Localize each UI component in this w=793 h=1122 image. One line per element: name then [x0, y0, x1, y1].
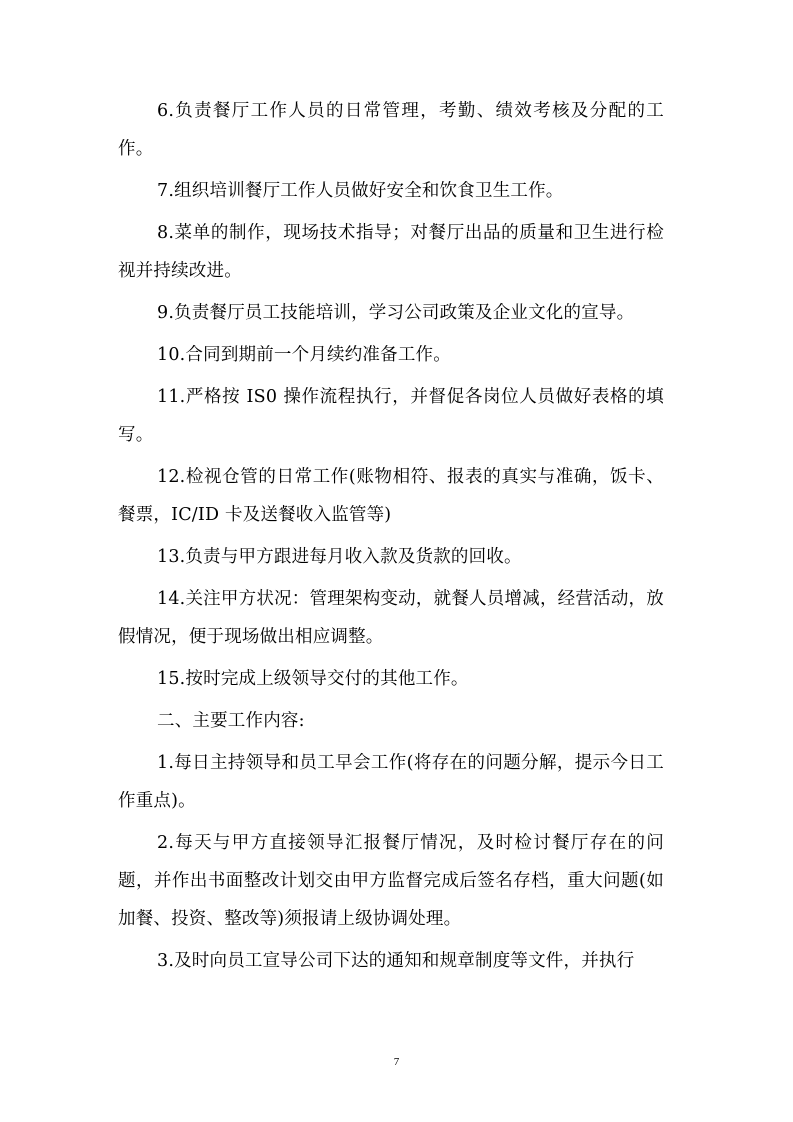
- content-item-3: 3.及时向员工宣导公司下达的通知和规章制度等文件，并执行: [157, 951, 635, 971]
- paragraph-item-15: 15.按时完成上级领导交付的其他工作。: [157, 669, 469, 689]
- paragraph-item-7: 7.组织培训餐厅工作人员做好安全和饮食卫生工作。: [157, 181, 564, 201]
- paragraph-item-9: 9.负责餐厅员工技能培训，学习公司政策及企业文化的宣导。: [157, 303, 635, 323]
- paragraph-item-14: 14.关注甲方状况：管理架构变动，就餐人员增减，经营活动，放假情况，便于现场做出相应调整。: [118, 589, 664, 647]
- content-item-1: 1.每日主持领导和员工早会工作(将存在的问题分解，提示今日工作重点)。: [118, 753, 664, 811]
- document-body: [118, 92, 664, 984]
- section-heading: 二、主要工作内容:: [157, 711, 305, 731]
- paragraph-item-12: 12.检视仓管的日常工作(账物相符、报表的真实与准确，饭卡、餐票，IC/ID 卡及送餐收入监管等): [118, 467, 664, 525]
- page-number: 7: [393, 1056, 400, 1068]
- paragraph-item-6: 6.负责餐厅工作人员的日常管理，考勤、绩效考核及分配的工作。: [118, 101, 664, 159]
- content-item-2: 2.每天与甲方直接领导汇报餐厅情况，及时检讨餐厅存在的问题，并作出书面整改计划交由甲方监督完成后签名存档，重大问题(如加餐、投资、整改等)须报请上级协调处理。: [118, 833, 664, 929]
- paragraph-item-10: 10.合同到期前一个月续约准备工作。: [157, 345, 451, 365]
- paragraph-item-8: 8.菜单的制作，现场技术指导；对餐厅出品的质量和卫生进行检视并持续改进。: [118, 223, 664, 281]
- paragraph-item-13: 13.负责与甲方跟进每月收入款及货款的回收。: [157, 547, 522, 567]
- paragraph-item-11: 11.严格按 IS0 操作流程执行，并督促各岗位人员做好表格的填写。: [118, 387, 664, 445]
